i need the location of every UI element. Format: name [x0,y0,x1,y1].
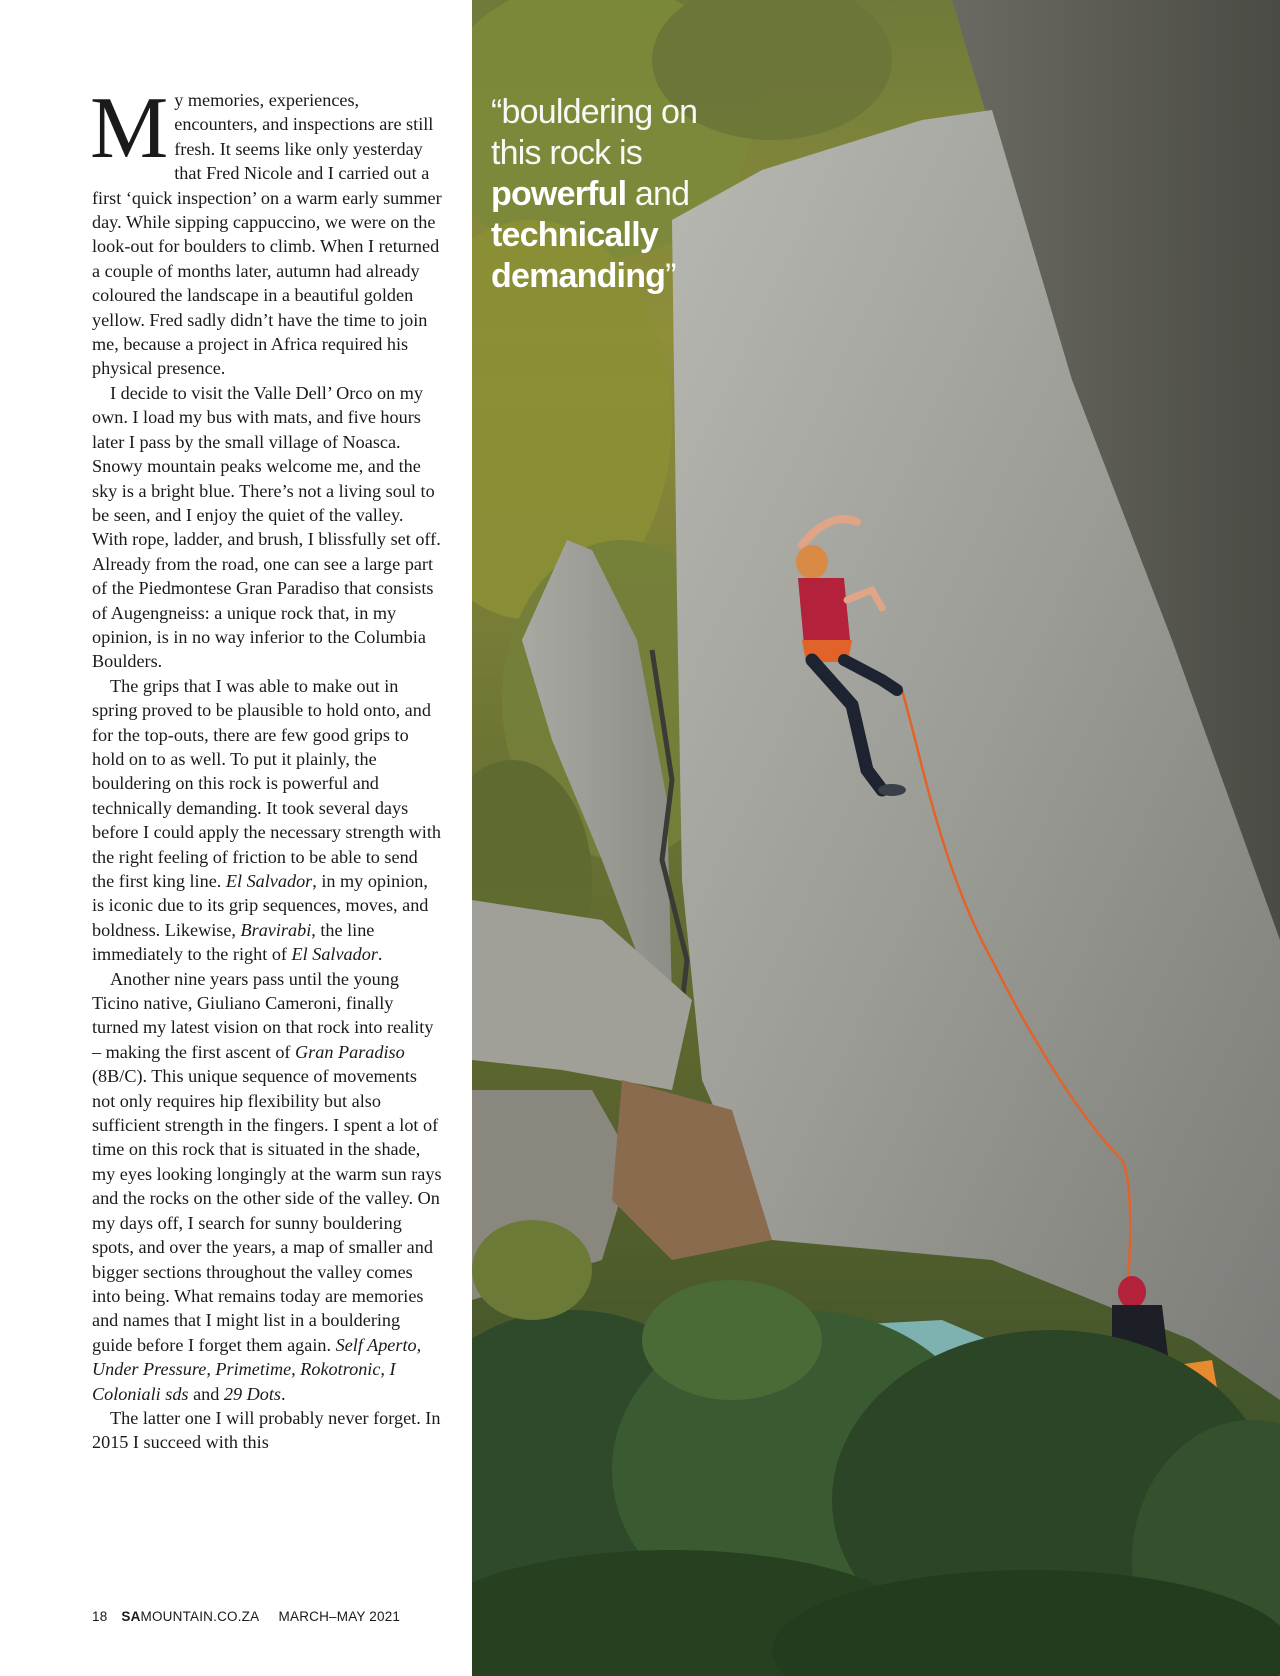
paragraph-2: I decide to visit the Valle Dell’ Orco on my own. I load my bus with mats, and five hours later I pass by the small village of Noasca. Snowy mountain peaks welcome me, and the sky is a bright blue. There’s not a living soul to be seen, and I enjoy the quiet of the valley. With rope, ladder, and brush, I blissfully set off. Already from the road, one can see a large part of the Piedmontese Gran Paradiso that consists of Augengneiss: a unique rock that, in my opinion, is in no way inferior to the Columbia Boulders. [92,382,441,672]
article-body [90,80,442,1455]
paragraph-5: The latter one I will probably never forget. In 2015 I succeed with this [92,1407,441,1453]
paragraph-3: The grips that I was able to make out in spring proved to be plausible to hold onto, and for the top-outs, there are few good grips to hold on to as well. To put it plainly, the bouldering on this rock is powerful and technically demanding. It took several days before I could apply the necessary strength with the right feeling of friction to be able to send the first king line. El Salvador, in my opinion, is iconic due to its grip sequences, moves, and boldness. Likewise, Bravirabi, the line immediately to the right of El Salvador. [92,675,441,965]
paragraph-4: Another nine years pass until the young Ticino native, Giuliano Cameroni, finally turned my latest vision on that rock into reality – making the first ascent of Gran Paradiso (8B/C). This unique sequence of movements not only requires hip flexibility but also sufficient strength in the fingers. I spent a lot of time on this rock that is situated in the shade, my eyes looking longingly at the warm sun rays and the rocks on the other side of the valley. On my days off, I search for sunny bouldering spots, and over the years, a map of smaller and bigger sections throughout the valley comes into being. What remains today are memories and names that I might list in a bouldering guide before I forget them again. Self Aperto, Under Pressure, Primetime, Rokotronic, I Coloniali sds and 29 Dots. [92,968,442,1404]
pull-quote: “bouldering on this rock is powerful and technically demanding” [491,93,698,295]
website-name: SAMOUNTAIN.CO.ZA [121,1609,259,1624]
page-footer [92,1609,400,1624]
page-number: 18 [92,1609,108,1624]
drop-cap: M [90,80,169,177]
issue-date: MARCH–MAY 2021 [278,1609,401,1624]
paragraph-1: My memories, experiences, encounters, and inspections are still fresh. It seems like only yesterday that Fred Nicole and I carried out a first ‘quick inspection’ on a warm early summer day. While sipping cappuccino, we were on the look-out for boulders to climb. When I returned a couple of months later, autumn had already coloured the landscape in a beautiful golden yellow. Fred sadly didn’t have the time to join me, because a project in Africa required his physical presence. [90,80,442,379]
